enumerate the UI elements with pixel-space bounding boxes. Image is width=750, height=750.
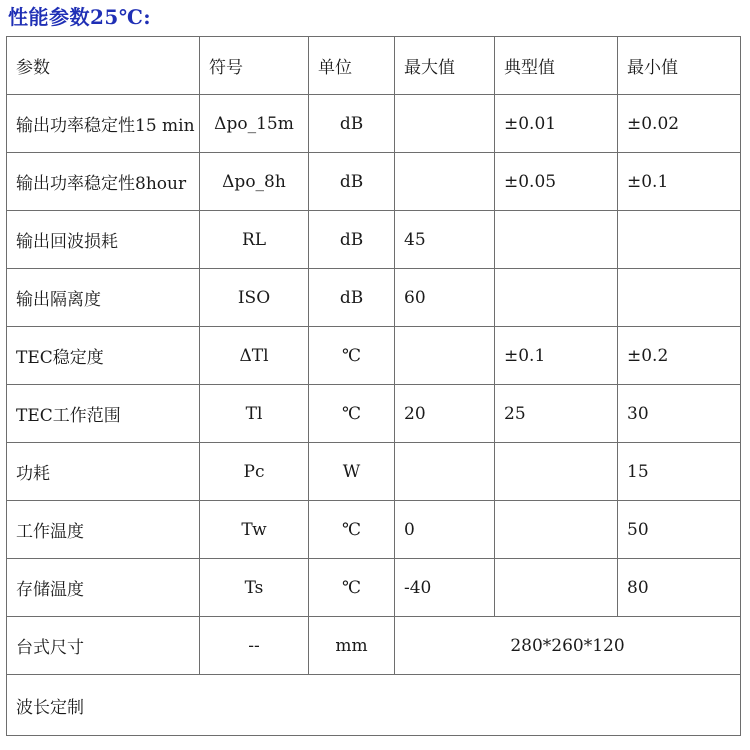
min-cell: ±0.02: [618, 95, 741, 153]
param-cell: 功耗: [7, 443, 200, 501]
unit-cell: dB: [309, 211, 395, 269]
symbol-cell: Tw: [200, 501, 309, 559]
symbol-cell: Δpo_8h: [200, 153, 309, 211]
param-cell: 台式尺寸: [7, 617, 200, 675]
param-cell: 输出功率稳定性8hour: [7, 153, 200, 211]
table-row: [7, 559, 741, 617]
table-row: [7, 95, 741, 153]
unit-cell: ℃: [309, 501, 395, 559]
unit-cell: ℃: [309, 385, 395, 443]
symbol-cell: Tl: [200, 385, 309, 443]
wavelength-row: [7, 675, 741, 736]
typ-cell: [495, 269, 618, 327]
typ-cell: [495, 211, 618, 269]
size-row: [7, 617, 741, 675]
max-cell: -40: [395, 559, 495, 617]
max-cell: [395, 327, 495, 385]
unit-cell: dB: [309, 269, 395, 327]
typ-cell: ±0.05: [495, 153, 618, 211]
max-cell: [395, 95, 495, 153]
param-cell: 存储温度: [7, 559, 200, 617]
table-row: [7, 385, 741, 443]
typ-cell: [495, 443, 618, 501]
min-cell: 50: [618, 501, 741, 559]
symbol-cell: ISO: [200, 269, 309, 327]
unit-cell: mm: [309, 617, 395, 675]
dimension-value: 280*260*120: [395, 617, 741, 675]
unit-cell: dB: [309, 153, 395, 211]
max-cell: [395, 153, 495, 211]
max-cell: [395, 443, 495, 501]
typ-cell: 25: [495, 385, 618, 443]
typ-cell: ±0.1: [495, 327, 618, 385]
unit-cell: ℃: [309, 559, 395, 617]
symbol-cell: Pc: [200, 443, 309, 501]
min-cell: 80: [618, 559, 741, 617]
param-cell: 输出隔离度: [7, 269, 200, 327]
header-min: 最小值: [618, 37, 741, 95]
min-cell: ±0.1: [618, 153, 741, 211]
max-cell: 60: [395, 269, 495, 327]
header-row: [7, 37, 741, 95]
page-title: 性能参数25℃:: [8, 5, 152, 29]
min-cell: ±0.2: [618, 327, 741, 385]
min-cell: [618, 269, 741, 327]
header-unit: 单位: [309, 37, 395, 95]
table-row: [7, 327, 741, 385]
symbol-cell: Δpo_15m: [200, 95, 309, 153]
table-row: [7, 501, 741, 559]
typ-cell: ±0.01: [495, 95, 618, 153]
table-row: [7, 443, 741, 501]
param-cell: TEC工作范围: [7, 385, 200, 443]
typ-cell: [495, 501, 618, 559]
max-cell: 45: [395, 211, 495, 269]
param-cell: 波长定制: [7, 675, 741, 736]
symbol-cell: --: [200, 617, 309, 675]
param-cell: 输出回波损耗: [7, 211, 200, 269]
typ-cell: [495, 559, 618, 617]
unit-cell: ℃: [309, 327, 395, 385]
symbol-cell: RL: [200, 211, 309, 269]
table-row: [7, 269, 741, 327]
table-row: [7, 211, 741, 269]
param-cell: TEC稳定度: [7, 327, 200, 385]
symbol-cell: ΔTl: [200, 327, 309, 385]
symbol-cell: Ts: [200, 559, 309, 617]
header-param: 参数: [7, 37, 200, 95]
table-row: [7, 153, 741, 211]
max-cell: 0: [395, 501, 495, 559]
param-cell: 工作温度: [7, 501, 200, 559]
spec-table: [6, 36, 741, 736]
unit-cell: W: [309, 443, 395, 501]
min-cell: 15: [618, 443, 741, 501]
unit-cell: dB: [309, 95, 395, 153]
header-max: 最大值: [395, 37, 495, 95]
max-cell: 20: [395, 385, 495, 443]
min-cell: [618, 211, 741, 269]
header-typ: 典型值: [495, 37, 618, 95]
min-cell: 30: [618, 385, 741, 443]
param-cell: 输出功率稳定性15 min: [7, 95, 200, 153]
header-symbol: 符号: [200, 37, 309, 95]
